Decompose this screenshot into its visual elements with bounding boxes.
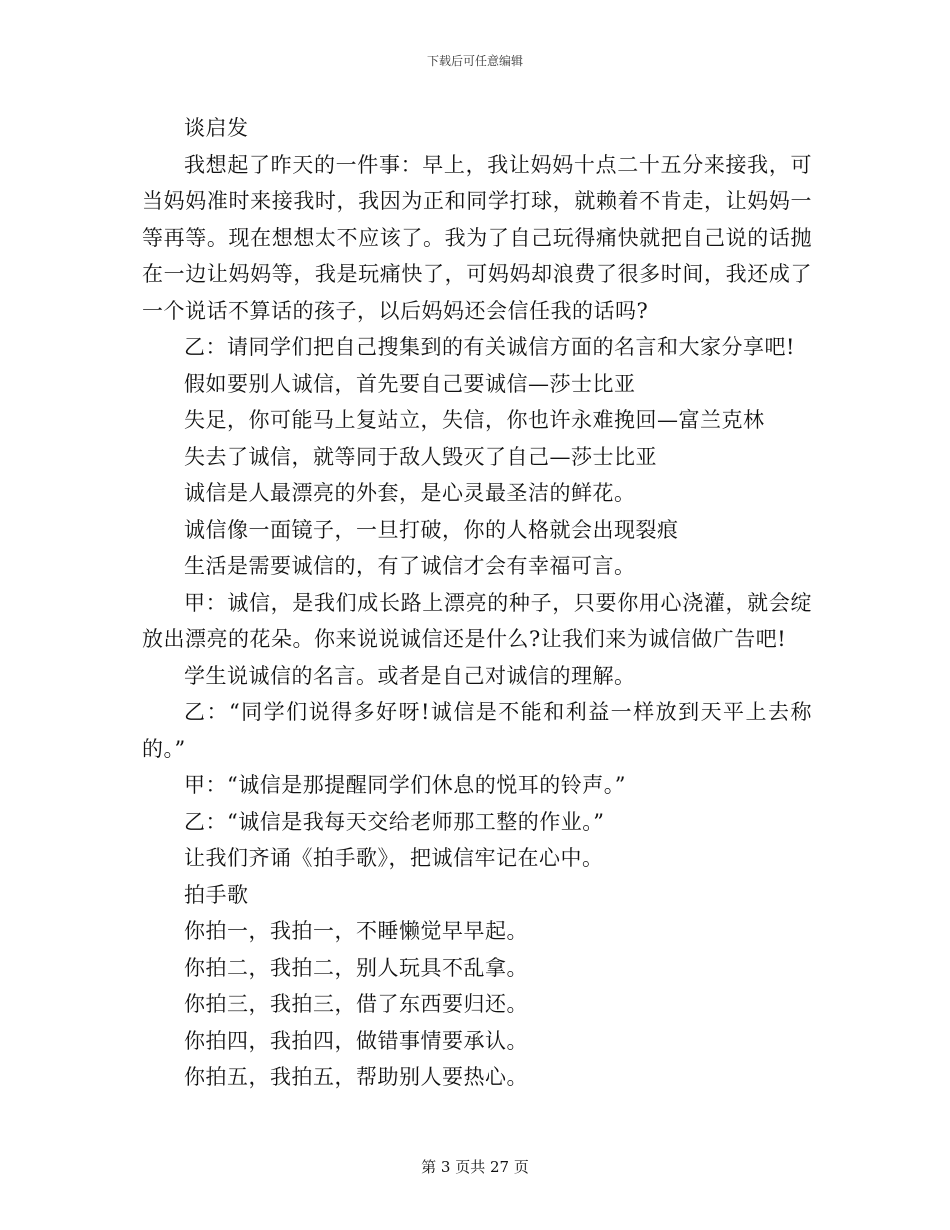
paragraph-students-say: 学生说诚信的名言。或者是自己对诚信的理解。 xyxy=(184,663,636,688)
paragraph-quote-3: 失去了诚信，就等同于敌人毁灭了自己—莎士比亚 xyxy=(184,444,657,469)
paragraph-song-line-3: 你拍三，我拍三，借了东西要归还。 xyxy=(184,992,528,1016)
paragraph-song-title: 拍手歌 xyxy=(184,882,249,907)
paragraph-yi-homework: 乙：“诚信是我每天交给老师那工整的作业。” xyxy=(184,809,605,834)
paragraph-song-line-5: 你拍五，我拍五，帮助别人要热心。 xyxy=(184,1065,528,1089)
paragraph-heading-talk: 谈启发 xyxy=(184,116,249,140)
paragraph-quote-1: 假如要别人诚信，首先要自己要诚信—莎士比亚 xyxy=(184,371,636,396)
page-footer-number: 第 3 页共 27 页 xyxy=(421,1158,529,1176)
paragraph-jia-seed: 甲：诚信，是我们成长路上漂亮的种子，只要你用心浇灌，就会绽放出漂亮的花朵。你来说说诚信还是什么?让我们来为诚信做广告吧! xyxy=(142,590,812,651)
paragraph-yi-scale: 乙：“同学们说得多好呀!诚信是不能和利益一样放到天平上去称的。” xyxy=(142,700,812,761)
paragraph-song-line-2: 你拍二，我拍二，别人玩具不乱拿。 xyxy=(184,955,528,980)
paragraph-quote-5: 诚信像一面镜子，一旦打破，你的人格就会出现裂痕 xyxy=(184,517,679,542)
paragraph-quote-4: 诚信是人最漂亮的外套，是心灵最圣洁的鲜花。 xyxy=(184,481,636,505)
paragraph-song-line-4: 你拍四，我拍四，做错事情要承认。 xyxy=(184,1028,528,1053)
paragraph-quote-6: 生活是需要诚信的，有了诚信才会有幸福可言。 xyxy=(184,554,636,578)
page-header-note: 下载后可任意编辑 xyxy=(426,54,523,68)
document-body xyxy=(142,110,812,1096)
paragraph-quote-2: 失足，你可能马上复站立，失信，你也许永难挽回—富兰克林 xyxy=(184,408,765,432)
paragraph-jia-bell: 甲：“诚信是那提醒同学们休息的悦耳的铃声。” xyxy=(184,773,626,797)
paragraph-recite: 让我们齐诵《拍手歌》，把诚信牢记在心中。 xyxy=(184,846,604,870)
paragraph-song-line-1: 你拍一，我拍一，不睡懒觉早早起。 xyxy=(184,919,528,943)
paragraph-yi-invite: 乙：请同学们把自己搜集到的有关诚信方面的名言和大家分享吧! xyxy=(184,335,795,359)
paragraph-story: 我想起了昨天的一件事：早上，我让妈妈十点二十五分来接我，可当妈妈准时来接我时，我因为正和同学打球，就赖着不肯走，让妈妈一等再等。现在想想太不应该了。我为了自己玩得痛快就把自己说的话抛在一边让妈妈等，我是玩痛快了，可妈妈却浪费了很多时间，我还成了一个说话不算话的孩子，以后妈妈还会信任我的话吗? xyxy=(142,152,812,323)
